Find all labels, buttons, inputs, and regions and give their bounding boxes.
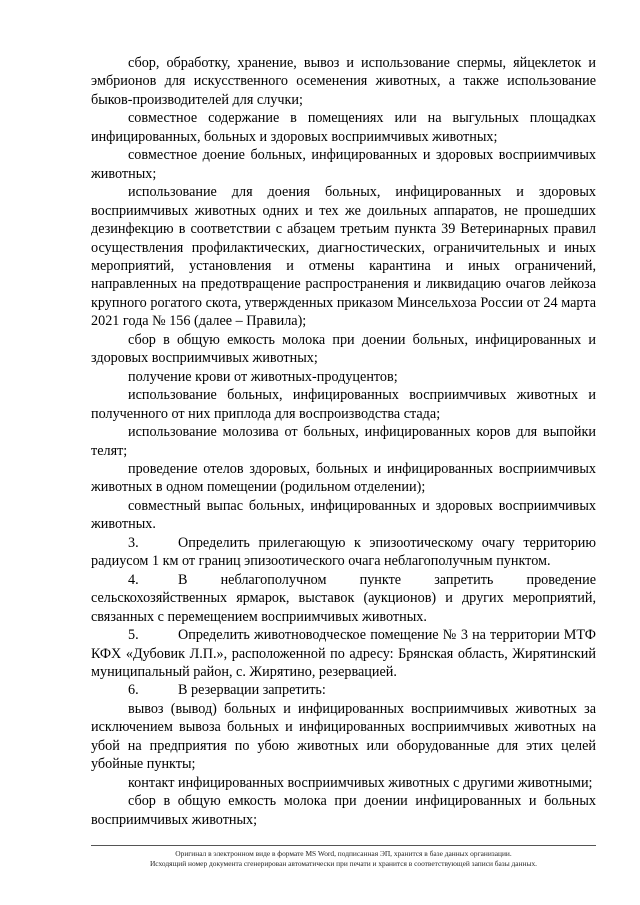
paragraph-number: 6. [128,682,139,699]
document-paragraph [91,534,596,571]
document-paragraph [91,497,596,534]
document-paragraph [91,386,596,423]
paragraph-number: 4. [128,571,139,588]
paragraph-text: совместное содержание в помещениях или на выгульных площадках инфицированных, больных и здоровых восприимчивых животных; [91,110,596,145]
document-paragraph [91,183,596,331]
document-paragraph [91,460,596,497]
document-paragraph [91,792,596,829]
document-paragraph [91,626,596,681]
paragraph-text: проведение отелов здоровых, больных и инфицированных восприимчивых животных в одном помещении (родильном отделении); [91,460,596,496]
paragraph-text: использование молозива от больных, инфицированных коров для выпойки телят; [91,424,596,459]
document-paragraph [91,368,596,386]
document-body [91,54,596,829]
document-paragraph [91,681,596,699]
paragraph-text: вывоз (вывод) больных и инфицированных восприимчивых животных за исключением вывоза больных и инфицированных восприимчивых животных на убой на предприятия по убою животных или оборудованные для этих целей убойные пункты; [91,700,596,773]
paragraph-text: сбор в общую емкость молока при доении больных, инфицированных и здоровых восприимчивых животных; [91,331,596,367]
paragraph-text: использование для доения больных, инфицированных и здоровых восприимчивых животных одних и тех же доильных аппаратов, не прошедших дезинфекцию в соответствии с абзацем третьим пункта 39 Ветеринарных правил осуществления профилактических, диагностических, ограничительных и иных мероприятий, установления и отмены карантина и иных ограничений, направленных на предотвращение распространения и ликвидацию очагов лейкоза крупного рогатого скота, утвержденных приказом Минсельхоза России от 24 марта 2021 года № 156 (далее – Правила); [91,184,596,330]
paragraph-text: сбор в общую емкость молока при доении инфицированных и больных восприимчивых животных; [91,793,596,828]
paragraph-text: Определить прилегающую к эпизоотическому очагу территорию радиусом 1 км от границ эпизоотического очага неблагополучным пунктом. [91,534,596,570]
document-paragraph [91,109,596,146]
paragraph-text: использование больных, инфицированных восприимчивых животных и полученного от них приплода для воспроизводства стада; [91,387,596,422]
paragraph-text: совместный выпас больных, инфицированных и здоровых восприимчивых животных. [91,497,596,533]
document-paragraph [91,146,596,183]
paragraph-text: В неблагополучном пункте запретить проведение сельскохозяйственных ярмарок, выставок (аукционов) и других мероприятий, связанных с перемещением восприимчивых животных. [91,571,596,625]
document-paragraph [91,571,596,626]
paragraph-text: получение крови от животных-продуцентов; [128,368,398,385]
document-paragraph [91,54,596,109]
footer-note-original: Оригинал в электронном виде в формате MS Word, подписанная ЭП, хранится в базе данных организации. [175,849,512,858]
document-paragraph [91,774,596,792]
paragraph-number: 5. [128,627,139,644]
document-paragraph [91,331,596,368]
document-paragraph [91,700,596,774]
footer-note-number: Исходящий номер документа сгенерирован автоматически при печати и хранится в соответствующей записи базы данных. [149,859,538,868]
paragraph-number: 3. [128,534,139,551]
paragraph-text: В резервации запретить: [178,682,326,699]
document-paragraph [91,423,596,460]
paragraph-text: Определить животноводческое помещение № 3 на территории МТФ КФХ «Дубовик Л.П.», расположенной по адресу: Брянская область, Жирятинский муниципальный район, с. Жирятино, резервацией. [91,627,596,680]
paragraph-text: совместное доение больных, инфицированных и здоровых восприимчивых животных; [91,147,596,182]
paragraph-text: контакт инфицированных восприимчивых животных с другими животными; [128,774,593,791]
page-footer [60,849,627,869]
footer-divider [91,845,596,846]
paragraph-text: сбор, обработку, хранение, вывоз и использование спермы, яйцеклеток и эмбрионов для искусственного осеменения животных, а также использование быков-производителей для случки; [91,55,596,108]
